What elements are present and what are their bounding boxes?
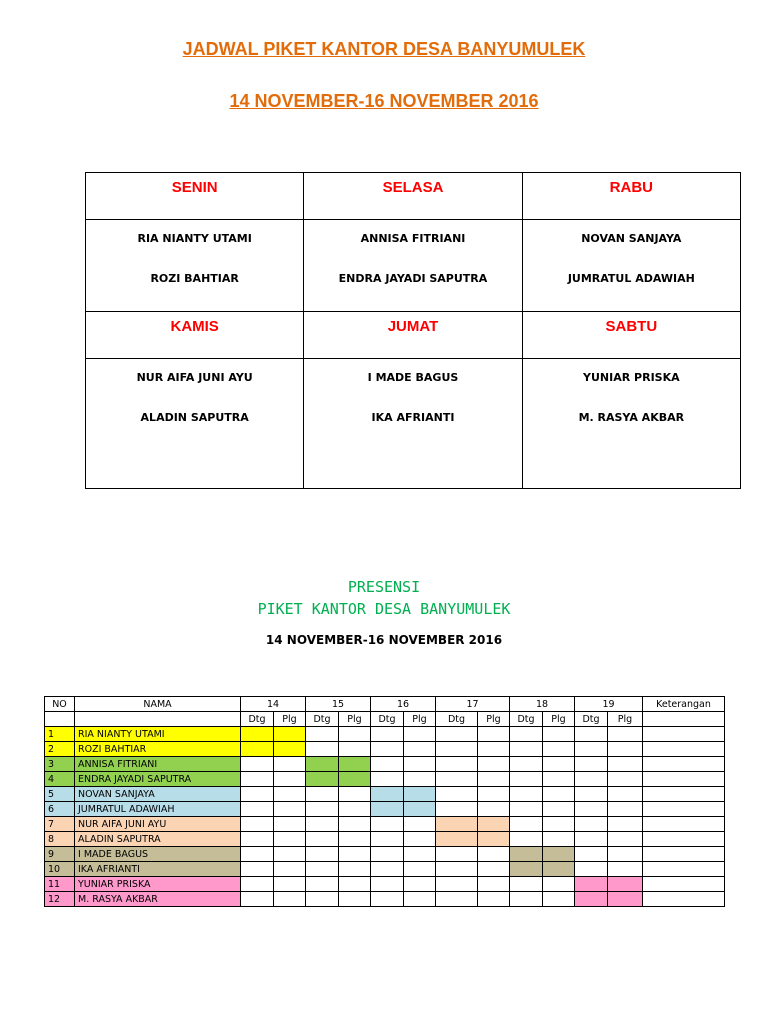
attendance-cell[interactable] (339, 862, 371, 877)
duty-name: ROZI BAHTIAR (150, 272, 239, 285)
attendance-cell[interactable] (241, 742, 274, 757)
attendance-cell[interactable] (608, 802, 643, 817)
attendance-cell[interactable] (371, 862, 404, 877)
duty-name: ENDRA JAYADI SAPUTRA (338, 272, 488, 285)
attendance-cell[interactable] (339, 787, 371, 802)
row-no: 6 (45, 802, 75, 817)
attendance-cell[interactable] (575, 877, 608, 892)
row-no: 9 (45, 847, 75, 862)
keterangan-cell[interactable] (643, 727, 725, 742)
attendance-cell[interactable] (241, 832, 274, 847)
attendance-cell[interactable] (436, 742, 478, 757)
attendance-cell[interactable] (404, 832, 436, 847)
attendance-cell[interactable] (575, 772, 608, 787)
attendance-cell[interactable] (306, 787, 339, 802)
attendance-cell[interactable] (306, 892, 339, 907)
presensi-subtitle: PIKET KANTOR DESA BANYUMULEK (257, 600, 511, 618)
attendance-cell[interactable] (608, 742, 643, 757)
row-nama: YUNIAR PRISKA (75, 877, 241, 892)
attendance-cell[interactable] (241, 787, 274, 802)
attendance-cell[interactable] (608, 877, 643, 892)
attendance-cell[interactable] (510, 847, 543, 862)
page-date-range: 14 NOVEMBER-16 NOVEMBER 2016 (229, 91, 539, 111)
attendance-cell[interactable] (339, 772, 371, 787)
attendance-cell[interactable] (274, 817, 306, 832)
attendance-cell[interactable] (241, 847, 274, 862)
attendance-cell[interactable] (575, 832, 608, 847)
subheader-plg: Plg (543, 712, 575, 727)
attendance-cell[interactable] (274, 892, 306, 907)
attendance-cell[interactable] (306, 727, 339, 742)
attendance-cell[interactable] (510, 772, 543, 787)
row-nama: M. RASYA AKBAR (75, 892, 241, 907)
attendance-cell[interactable] (478, 757, 510, 772)
attendance-cell[interactable] (608, 862, 643, 877)
attendance-cell[interactable] (575, 847, 608, 862)
day-name: KAMIS (170, 318, 219, 335)
table-row (45, 862, 725, 877)
row-no: 12 (45, 892, 75, 907)
attendance-cell[interactable] (371, 772, 404, 787)
attendance-cell[interactable] (543, 742, 575, 757)
attendance-cell[interactable] (404, 817, 436, 832)
attendance-cell[interactable] (404, 877, 436, 892)
attendance-cell[interactable] (608, 847, 643, 862)
attendance-cell[interactable] (543, 727, 575, 742)
attendance-cell[interactable] (575, 892, 608, 907)
attendance-cell[interactable] (543, 802, 575, 817)
names-cell-sabtu (522, 359, 740, 489)
day-name: SENIN (171, 179, 218, 196)
attendance-cell[interactable] (404, 757, 436, 772)
day-name: SABTU (605, 318, 658, 335)
attendance-cell[interactable] (436, 862, 478, 877)
attendance-cell[interactable] (339, 757, 371, 772)
attendance-cell[interactable] (608, 757, 643, 772)
attendance-cell[interactable] (478, 847, 510, 862)
attendance-cell[interactable] (608, 892, 643, 907)
subheader-dtg: Dtg (306, 712, 339, 727)
names-cell-kamis (86, 359, 304, 489)
table-row (45, 727, 725, 742)
keterangan-cell[interactable] (643, 787, 725, 802)
header-date: 18 (510, 697, 575, 712)
attendance-cell[interactable] (274, 772, 306, 787)
duty-name: ANNISA FITRIANI (360, 232, 466, 245)
presensi-date-range: 14 NOVEMBER-16 NOVEMBER 2016 (265, 633, 503, 647)
attendance-cell[interactable] (436, 877, 478, 892)
attendance-cell[interactable] (436, 892, 478, 907)
attendance-cell[interactable] (371, 832, 404, 847)
names-cell-senin (86, 220, 304, 312)
attendance-cell[interactable] (306, 817, 339, 832)
attendance-cell[interactable] (478, 742, 510, 757)
attendance-cell[interactable] (274, 742, 306, 757)
table-row (45, 742, 725, 757)
attendance-cell[interactable] (575, 757, 608, 772)
attendance-cell[interactable] (404, 847, 436, 862)
attendance-cell[interactable] (404, 787, 436, 802)
subheader-plg: Plg (608, 712, 643, 727)
attendance-cell[interactable] (478, 817, 510, 832)
presensi-title: PRESENSI (347, 578, 421, 596)
keterangan-cell[interactable] (643, 832, 725, 847)
attendance-cell[interactable] (339, 727, 371, 742)
row-no: 3 (45, 757, 75, 772)
attendance-cell[interactable] (510, 727, 543, 742)
attendance-cell[interactable] (371, 802, 404, 817)
day-name: RABU (609, 179, 653, 196)
day-name: SELASA (382, 179, 444, 196)
attendance-cell[interactable] (241, 877, 274, 892)
attendance-cell[interactable] (478, 787, 510, 802)
attendance-cell[interactable] (404, 862, 436, 877)
attendance-cell[interactable] (371, 742, 404, 757)
keterangan-cell[interactable] (643, 892, 725, 907)
row-no: 4 (45, 772, 75, 787)
subheader-dtg: Dtg (510, 712, 543, 727)
header-no: NO (45, 697, 75, 712)
row-nama: IKA AFRIANTI (75, 862, 241, 877)
subheader-plg: Plg (478, 712, 510, 727)
attendance-cell[interactable] (436, 787, 478, 802)
schedule-table (85, 172, 741, 489)
attendance-cell[interactable] (339, 817, 371, 832)
presensi-header-row (45, 697, 725, 712)
keterangan-cell[interactable] (643, 877, 725, 892)
header-date: 15 (306, 697, 371, 712)
table-row (45, 817, 725, 832)
keterangan-cell[interactable] (643, 862, 725, 877)
attendance-cell[interactable] (575, 742, 608, 757)
duty-name: ALADIN SAPUTRA (140, 411, 249, 424)
attendance-cell[interactable] (478, 772, 510, 787)
row-nama: ANNISA FITRIANI (75, 757, 241, 772)
subheader-plg: Plg (404, 712, 436, 727)
header-date: 14 (241, 697, 306, 712)
attendance-cell[interactable] (339, 892, 371, 907)
header-date: 19 (575, 697, 643, 712)
attendance-cell[interactable] (306, 802, 339, 817)
row-nama: NUR AIFA JUNI AYU (75, 817, 241, 832)
duty-name: NUR AIFA JUNI AYU (136, 371, 253, 384)
attendance-cell[interactable] (575, 817, 608, 832)
table-row (45, 877, 725, 892)
row-no: 7 (45, 817, 75, 832)
subheader-plg: Plg (339, 712, 371, 727)
attendance-cell[interactable] (404, 742, 436, 757)
duty-name: RIA NIANTY UTAMI (137, 232, 252, 245)
attendance-cell[interactable] (608, 787, 643, 802)
attendance-cell[interactable] (339, 847, 371, 862)
attendance-cell[interactable] (436, 802, 478, 817)
attendance-cell[interactable] (371, 892, 404, 907)
attendance-cell[interactable] (371, 817, 404, 832)
attendance-cell[interactable] (608, 817, 643, 832)
subheader-plg: Plg (274, 712, 306, 727)
subheader-dtg: Dtg (241, 712, 274, 727)
attendance-cell[interactable] (510, 832, 543, 847)
attendance-cell[interactable] (543, 772, 575, 787)
attendance-cell[interactable] (436, 772, 478, 787)
attendance-cell[interactable] (510, 742, 543, 757)
attendance-cell[interactable] (575, 862, 608, 877)
presensi-subheader-row (45, 712, 725, 727)
header-keterangan: Keterangan (643, 697, 725, 712)
day-cell-kamis (86, 312, 304, 359)
attendance-cell[interactable] (478, 832, 510, 847)
attendance-cell[interactable] (371, 727, 404, 742)
keterangan-cell[interactable] (643, 757, 725, 772)
day-name: JUMAT (387, 318, 439, 335)
attendance-cell[interactable] (241, 727, 274, 742)
table-row (45, 847, 725, 862)
attendance-cell[interactable] (575, 727, 608, 742)
duty-name: NOVAN SANJAYA (581, 232, 682, 245)
keterangan-cell[interactable] (643, 772, 725, 787)
attendance-cell[interactable] (543, 892, 575, 907)
attendance-cell[interactable] (371, 757, 404, 772)
empty-cell (75, 712, 241, 727)
day-cell-jumat (304, 312, 522, 359)
attendance-cell[interactable] (510, 787, 543, 802)
empty-cell (643, 712, 725, 727)
attendance-cell[interactable] (241, 862, 274, 877)
attendance-cell[interactable] (306, 772, 339, 787)
presensi-table (44, 696, 725, 907)
row-nama: NOVAN SANJAYA (75, 787, 241, 802)
attendance-cell[interactable] (274, 802, 306, 817)
attendance-cell[interactable] (371, 787, 404, 802)
row-no: 2 (45, 742, 75, 757)
day-cell-rabu (522, 173, 740, 220)
attendance-cell[interactable] (543, 877, 575, 892)
attendance-cell[interactable] (575, 787, 608, 802)
row-nama: I MADE BAGUS (75, 847, 241, 862)
attendance-cell[interactable] (510, 892, 543, 907)
subheader-dtg: Dtg (371, 712, 404, 727)
keterangan-cell[interactable] (643, 817, 725, 832)
attendance-cell[interactable] (436, 847, 478, 862)
attendance-cell[interactable] (404, 892, 436, 907)
attendance-cell[interactable] (510, 817, 543, 832)
header-nama: NAMA (75, 697, 241, 712)
attendance-cell[interactable] (436, 727, 478, 742)
row-no: 10 (45, 862, 75, 877)
attendance-cell[interactable] (274, 877, 306, 892)
attendance-cell[interactable] (241, 772, 274, 787)
table-row (45, 772, 725, 787)
attendance-cell[interactable] (274, 832, 306, 847)
row-no: 11 (45, 877, 75, 892)
attendance-cell[interactable] (306, 742, 339, 757)
header-date: 16 (371, 697, 436, 712)
attendance-cell[interactable] (339, 832, 371, 847)
table-row (45, 757, 725, 772)
duty-name: I MADE BAGUS (367, 371, 459, 384)
attendance-cell[interactable] (274, 847, 306, 862)
keterangan-cell[interactable] (643, 847, 725, 862)
attendance-cell[interactable] (339, 802, 371, 817)
table-row (45, 892, 725, 907)
attendance-cell[interactable] (339, 877, 371, 892)
keterangan-cell[interactable] (643, 742, 725, 757)
attendance-cell[interactable] (371, 877, 404, 892)
attendance-cell[interactable] (241, 802, 274, 817)
empty-cell (45, 712, 75, 727)
attendance-cell[interactable] (608, 832, 643, 847)
attendance-cell[interactable] (339, 742, 371, 757)
attendance-cell[interactable] (306, 757, 339, 772)
attendance-cell[interactable] (241, 757, 274, 772)
attendance-cell[interactable] (371, 847, 404, 862)
attendance-cell[interactable] (543, 817, 575, 832)
attendance-cell[interactable] (274, 757, 306, 772)
subheader-dtg: Dtg (575, 712, 608, 727)
names-cell-selasa (304, 220, 522, 312)
row-no: 5 (45, 787, 75, 802)
attendance-cell[interactable] (274, 727, 306, 742)
attendance-cell[interactable] (274, 862, 306, 877)
day-cell-selasa (304, 173, 522, 220)
attendance-cell[interactable] (241, 817, 274, 832)
row-no: 1 (45, 727, 75, 742)
attendance-cell[interactable] (306, 877, 339, 892)
names-cell-jumat (304, 359, 522, 489)
attendance-cell[interactable] (575, 802, 608, 817)
names-cell-rabu (522, 220, 740, 312)
attendance-cell[interactable] (543, 787, 575, 802)
attendance-cell[interactable] (510, 802, 543, 817)
page-title: JADWAL PIKET KANTOR DESA BANYUMULEK (182, 39, 586, 59)
attendance-cell[interactable] (510, 877, 543, 892)
table-row (45, 802, 725, 817)
attendance-cell[interactable] (510, 757, 543, 772)
attendance-cell[interactable] (436, 832, 478, 847)
attendance-cell[interactable] (543, 847, 575, 862)
header-date: 17 (436, 697, 510, 712)
attendance-cell[interactable] (543, 832, 575, 847)
attendance-cell[interactable] (241, 892, 274, 907)
duty-name: YUNIAR PRISKA (583, 371, 680, 384)
row-nama: ROZI BAHTIAR (75, 742, 241, 757)
row-nama: ALADIN SAPUTRA (75, 832, 241, 847)
table-row (45, 787, 725, 802)
day-cell-sabtu (522, 312, 740, 359)
attendance-cell[interactable] (478, 892, 510, 907)
attendance-cell[interactable] (608, 772, 643, 787)
duty-name: JUMRATUL ADAWIAH (567, 272, 695, 285)
row-nama: ENDRA JAYADI SAPUTRA (75, 772, 241, 787)
row-nama: RIA NIANTY UTAMI (75, 727, 241, 742)
attendance-cell[interactable] (543, 862, 575, 877)
attendance-cell[interactable] (478, 877, 510, 892)
keterangan-cell[interactable] (643, 802, 725, 817)
duty-name: M. RASYA AKBAR (578, 411, 685, 424)
attendance-cell[interactable] (404, 772, 436, 787)
duty-name: IKA AFRIANTI (371, 411, 455, 424)
attendance-cell[interactable] (436, 817, 478, 832)
attendance-cell[interactable] (478, 862, 510, 877)
attendance-cell[interactable] (404, 727, 436, 742)
attendance-cell[interactable] (274, 787, 306, 802)
attendance-cell[interactable] (478, 802, 510, 817)
row-no: 8 (45, 832, 75, 847)
attendance-cell[interactable] (306, 862, 339, 877)
attendance-cell[interactable] (404, 802, 436, 817)
subheader-dtg: Dtg (436, 712, 478, 727)
attendance-cell[interactable] (510, 862, 543, 877)
attendance-cell[interactable] (608, 727, 643, 742)
attendance-cell[interactable] (543, 757, 575, 772)
attendance-cell[interactable] (478, 727, 510, 742)
row-nama: JUMRATUL ADAWIAH (75, 802, 241, 817)
day-cell-senin (86, 173, 304, 220)
attendance-cell[interactable] (306, 832, 339, 847)
attendance-cell[interactable] (436, 757, 478, 772)
table-row (45, 832, 725, 847)
attendance-cell[interactable] (306, 847, 339, 862)
